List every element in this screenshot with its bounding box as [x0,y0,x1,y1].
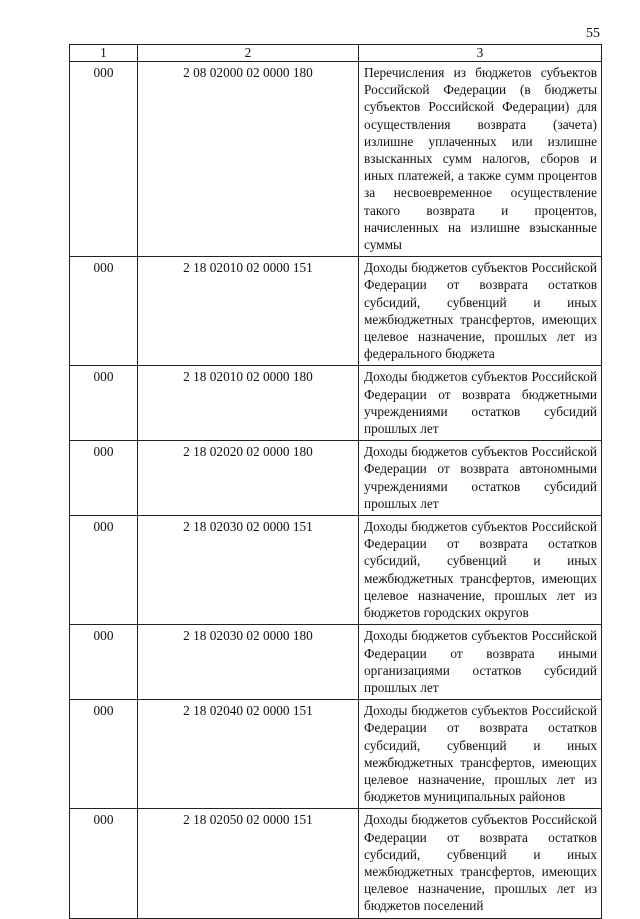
table-row [70,809,602,918]
kbk-code-cell: 2 18 02040 02 0000 151 [138,700,359,809]
admin-code-cell: 000 [70,257,138,366]
revenue-name-cell: Доходы бюджетов субъектов Российской Федерации от возврата остатков субсидий, субвенций и иных межбюджетных трансфертов, имеющих целевое назначение, прошлых лет из федерального бюджета [359,257,602,366]
kbk-code-cell: 2 18 02020 02 0000 180 [138,441,359,516]
kbk-code-cell: 2 18 02050 02 0000 151 [138,809,359,918]
revenue-name-cell: Доходы бюджетов субъектов Российской Федерации от возврата автономными учреждениями остатков субсидий прошлых лет [359,441,602,516]
admin-code-cell: 000 [70,625,138,700]
admin-code-cell: 000 [70,366,138,441]
revenue-name-cell: Доходы бюджетов субъектов Российской Федерации от возврата иными организациями остатков субсидий прошлых лет [359,625,602,700]
table-row [70,366,602,441]
kbk-code-cell: 2 18 02010 02 0000 151 [138,257,359,366]
table-row [70,625,602,700]
table-row [70,700,602,809]
admin-code-cell: 000 [70,700,138,809]
revenue-name-cell: Перечисления из бюджетов субъектов Российской Федерации (в бюджеты субъектов Российской Федерации) для осуществления возврата (зачета) излишне уплаченных или излишне взысканных сумм налогов, сборов и иных платежей, а также сумм процентов за несвоевременное осуществление такого возврата и процентов, начисленных на излишне взысканные суммы [359,62,602,257]
kbk-code-cell: 2 08 02000 02 0000 180 [138,62,359,257]
table-row [70,257,602,366]
column-header-2: 2 [138,45,359,62]
revenue-name-cell: Доходы бюджетов субъектов Российской Федерации от возврата бюджетными учреждениями остатков субсидий прошлых лет [359,366,602,441]
page-number: 55 [586,26,600,41]
revenue-name-cell: Доходы бюджетов субъектов Российской Федерации от возврата остатков субсидий, субвенций и иных межбюджетных трансфертов, имеющих целевое назначение, прошлых лет из бюджетов муниципальных районов [359,700,602,809]
kbk-code-cell: 2 18 02030 02 0000 180 [138,625,359,700]
admin-code-cell: 000 [70,441,138,516]
column-header-1: 1 [70,45,138,62]
budget-classification-table [69,44,602,919]
revenue-name-cell: Доходы бюджетов субъектов Российской Федерации от возврата остатков субсидий, субвенций и иных межбюджетных трансфертов, имеющих целевое назначение, прошлых лет из бюджетов городских округов [359,516,602,625]
table-header-row [70,45,602,62]
table-row [70,441,602,516]
kbk-code-cell: 2 18 02030 02 0000 151 [138,516,359,625]
admin-code-cell: 000 [70,809,138,918]
table-row [70,516,602,625]
admin-code-cell: 000 [70,516,138,625]
kbk-code-cell: 2 18 02010 02 0000 180 [138,366,359,441]
revenue-name-cell: Доходы бюджетов субъектов Российской Федерации от возврата остатков субсидий, субвенций и иных межбюджетных трансфертов, имеющих целевое назначение, прошлых лет из бюджетов поселений [359,809,602,918]
column-header-3: 3 [359,45,602,62]
table-row [70,62,602,257]
admin-code-cell: 000 [70,62,138,257]
